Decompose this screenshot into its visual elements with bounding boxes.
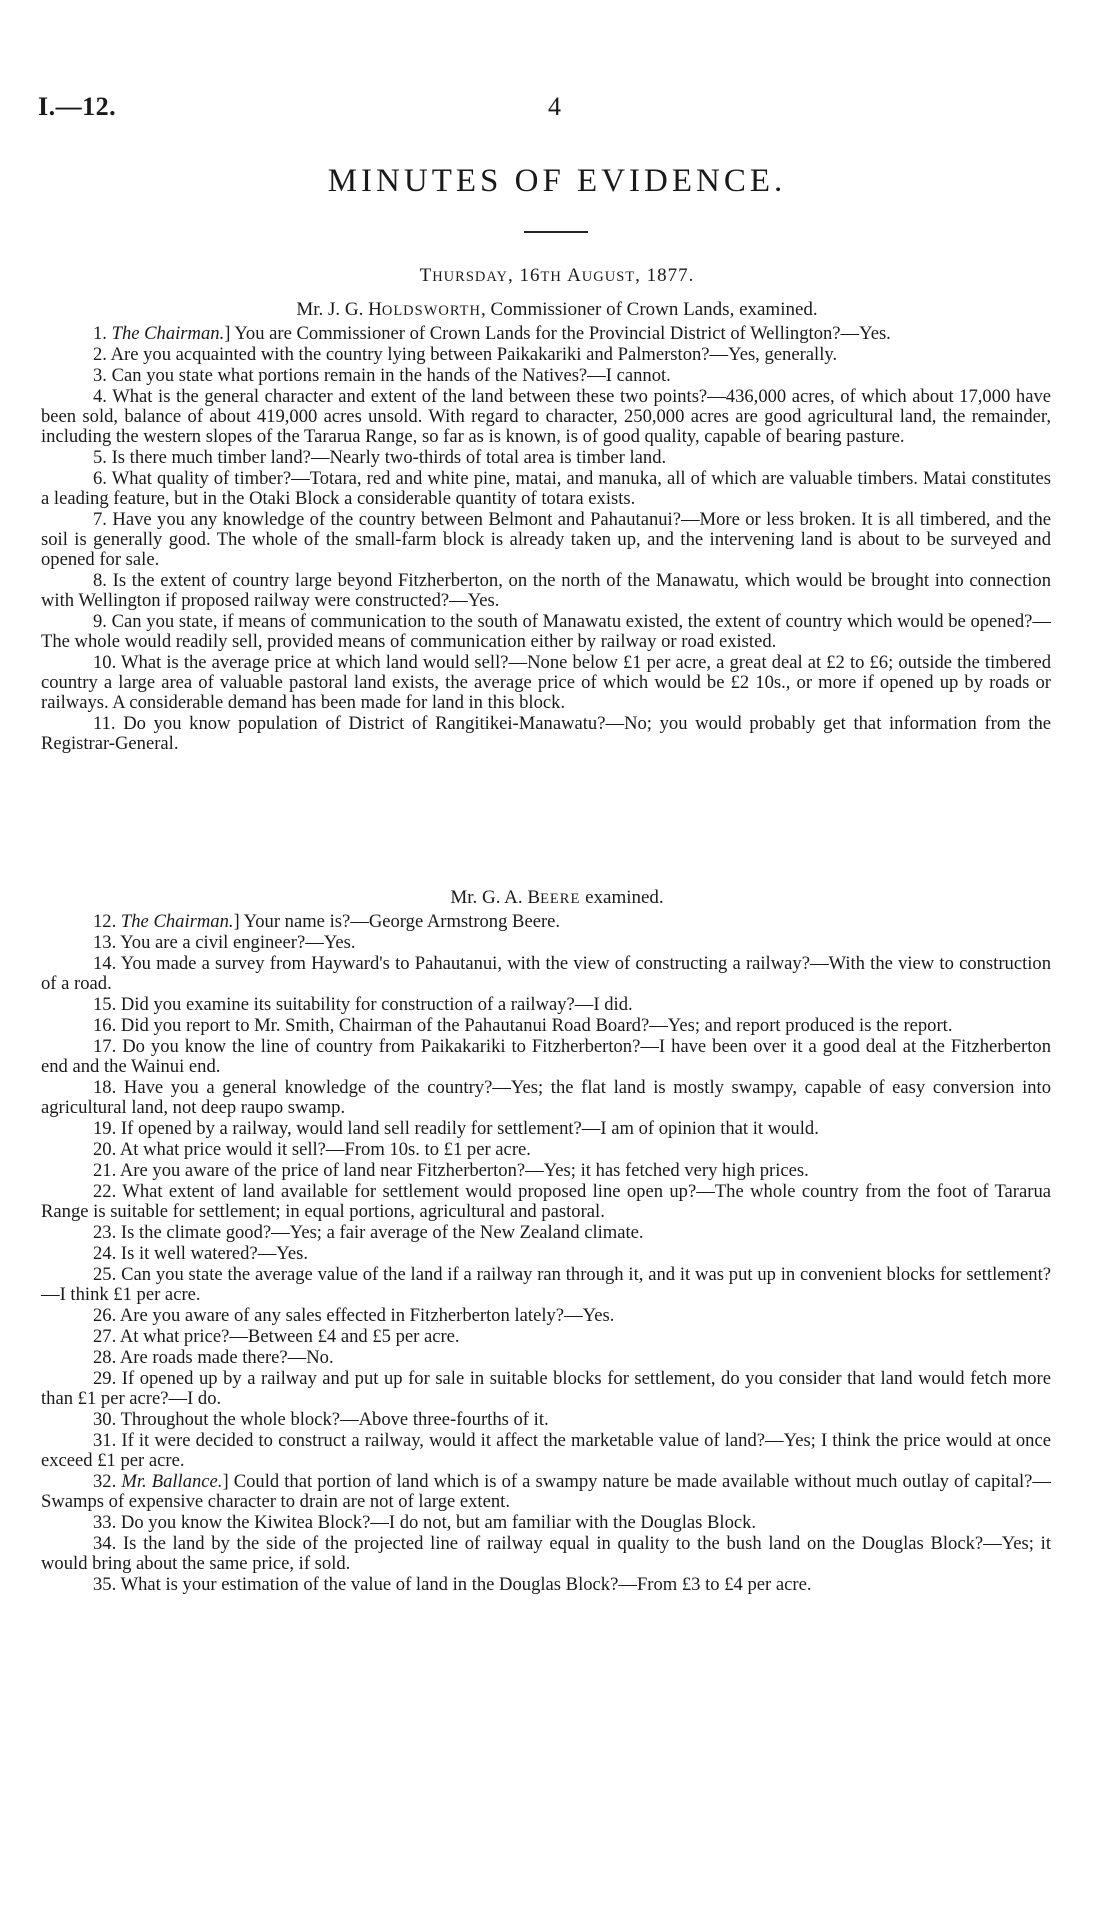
- question-number: 27.: [93, 1326, 117, 1347]
- question-paragraph: [41, 653, 1051, 713]
- evidence-section-beere: [41, 912, 1051, 1596]
- question-text: You made a survey from Hayward's to Pahautanui, with the view of constructing a railway?—With the view to construction of a road.: [41, 953, 1051, 994]
- question-number: 5.: [93, 447, 107, 468]
- question-paragraph: [41, 1244, 1051, 1264]
- question-text: Is it well watered?—Yes.: [120, 1243, 309, 1264]
- question-number: 30.: [93, 1409, 117, 1430]
- question-paragraph: [41, 714, 1051, 754]
- question-number: 24.: [93, 1243, 117, 1264]
- question-text: Have you a general knowledge of the country?—Yes; the flat land is mostly swampy, capable of easy conversion into agricultural land, not deep raupo swamp.: [41, 1077, 1051, 1118]
- question-text: If opened by a railway, would land sell readily for settlement?—I am of opinion that it would.: [120, 1118, 819, 1139]
- question-paragraph: [41, 510, 1051, 570]
- question-paragraph: [41, 1369, 1051, 1409]
- paper-reference: I.—12.: [38, 92, 117, 121]
- question-paragraph: [41, 1410, 1051, 1430]
- question-number: 3.: [93, 365, 107, 386]
- question-text: If it were decided to construct a railway, would it affect the marketable value of land?—Yes; I think the price would at once exceed £1 per acre.: [41, 1430, 1051, 1471]
- question-text: Are roads made there?—No.: [119, 1347, 334, 1368]
- question-text: Can you state what portions remain in the hands of the Natives?—I cannot.: [111, 365, 671, 386]
- question-paragraph: [41, 1016, 1051, 1036]
- question-number: 4.: [93, 386, 107, 407]
- question-number: 10.: [93, 652, 117, 673]
- question-paragraph: [41, 1513, 1051, 1533]
- question-number: 28.: [93, 1347, 117, 1368]
- question-number: 7.: [93, 509, 107, 530]
- question-paragraph: [41, 469, 1051, 509]
- question-paragraph: [41, 1534, 1051, 1574]
- question-paragraph: [41, 1182, 1051, 1222]
- question-text: Do you know the Kiwitea Block?—I do not, but am familiar with the Douglas Block.: [120, 1512, 757, 1533]
- witness-heading-holdsworth: Mr. J. G. HOLDSWORTH, Commissioner of Crown Lands, examined.: [296, 299, 818, 320]
- question-number: 13.: [93, 932, 117, 953]
- question-number: 15.: [93, 994, 117, 1015]
- question-paragraph: [41, 1431, 1051, 1471]
- question-text: At what price?—Between £4 and £5 per acre.: [119, 1326, 460, 1347]
- question-text: What is your estimation of the value of land in the Douglas Block?—From £3 to £4 per acre.: [120, 1574, 812, 1595]
- question-paragraph: [41, 912, 1051, 932]
- question-number: 22.: [93, 1181, 117, 1202]
- question-text: Is the land by the side of the projected line of railway equal in quality to the bush land on the Douglas Block?—Yes; it would bring about the same price, if sold.: [41, 1533, 1051, 1574]
- question-text: What is the general character and extent of the land between these two points?—436,000 acres, of which about 17,000 have been sold, balance of about 419,000 acres unsold. With regard to character, 250,000 acres are good agricultural land, the remainder, including the western slopes of the Tararua Range, so far as is known, is of good quality, capable of bearing pasture.: [41, 386, 1051, 447]
- question-text: Are you acquainted with the country lying between Paikakariki and Palmerston?—Yes, generally.: [110, 344, 838, 365]
- title-rule: [524, 231, 588, 233]
- question-text: Can you state, if means of communication to the south of Manawatu existed, the extent of country which would be opened?—The whole would readily sell, provided means of communication either by railway or road existed.: [41, 611, 1051, 652]
- question-paragraph: [41, 995, 1051, 1015]
- question-paragraph: [41, 1140, 1051, 1160]
- question-number: 14.: [93, 953, 117, 974]
- question-paragraph: [41, 366, 1051, 386]
- question-text: Can you state the average value of the land if a railway ran through it, and it was put up in convenient blocks for settlement?—I think £1 per acre.: [41, 1264, 1051, 1305]
- question-number: 17.: [93, 1036, 117, 1057]
- witness-heading-beere: Mr. G. A. BEERE examined.: [450, 887, 664, 908]
- question-paragraph: [41, 1223, 1051, 1243]
- question-text: Is the extent of country large beyond Fitzherberton, on the north of the Manawatu, which would be brought into connection with Wellington if proposed railway were constructed?—Yes.: [41, 570, 1051, 611]
- question-number: 20.: [93, 1139, 117, 1160]
- question-text: At what price would it sell?—From 10s. to £1 per acre.: [119, 1139, 531, 1160]
- question-number: 9.: [93, 611, 107, 632]
- sitting-date: THURSDAY, 16TH AUGUST, 1877.: [419, 265, 695, 286]
- question-text: What extent of land available for settlement would proposed line open up?—The whole country from the foot of Tararua Range is suitable for settlement; in equal portions, agricultural and pastoral.: [41, 1181, 1051, 1222]
- question-paragraph: [41, 954, 1051, 994]
- speaker-name: The Chairman.: [111, 323, 225, 344]
- question-text: Are you aware of the price of land near Fitzherberton?—Yes; it has fetched very high prices.: [119, 1160, 809, 1181]
- question-number: 34.: [93, 1533, 117, 1554]
- question-number: 2.: [93, 344, 107, 365]
- question-paragraph: [41, 1575, 1051, 1595]
- question-number: 23.: [93, 1222, 117, 1243]
- question-paragraph: [41, 448, 1051, 468]
- question-text: ] Could that portion of land which is of a swampy nature be made available without much outlay of capital?—Swamps of expensive character to drain are not of large extent.: [41, 1471, 1051, 1512]
- question-paragraph: [41, 1327, 1051, 1347]
- question-paragraph: [41, 324, 1051, 344]
- question-text: Do you know the line of country from Paikakariki to Fitzherberton?—I have been over it a good deal at the Fitzherberton end and the Wainui end.: [41, 1036, 1051, 1077]
- question-number: 11.: [93, 713, 116, 734]
- question-text: What quality of timber?—Totara, red and white pine, matai, and manuka, all of which are valuable timbers. Matai constitutes a leading feature, but in the Otaki Block a considerable quantity of totara exists.: [41, 468, 1052, 509]
- question-text: Is the climate good?—Yes; a fair average of the New Zealand climate.: [120, 1222, 644, 1243]
- question-paragraph: [41, 933, 1051, 953]
- question-number: 35.: [93, 1574, 117, 1595]
- question-text: Do you know population of District of Rangitikei-Manawatu?—No; you would probably get that information from the Registrar-General.: [41, 713, 1051, 754]
- question-text: Did you report to Mr. Smith, Chairman of the Pahautanui Road Board?—Yes; and report produced is the report.: [120, 1015, 953, 1036]
- question-paragraph: [41, 612, 1051, 652]
- question-number: 6.: [93, 468, 107, 489]
- question-number: 18.: [93, 1077, 117, 1098]
- question-text: What is the average price at which land would sell?—None below £1 per acre, a great deal at £2 to £6; outside the timbered country a large area of valuable pastoral land exists, the average price of which would be £2 10s., or more if opened up by roads or railways. A considerable demand has been made for land in this block.: [41, 652, 1051, 713]
- question-number: 1.: [93, 323, 107, 344]
- question-paragraph: [41, 1348, 1051, 1368]
- question-number: 16.: [93, 1015, 117, 1036]
- question-paragraph: [41, 571, 1051, 611]
- question-number: 8.: [93, 570, 107, 591]
- question-paragraph: [41, 1119, 1051, 1139]
- question-text: You are a civil engineer?—Yes.: [120, 932, 356, 953]
- page-title: MINUTES OF EVIDENCE.: [327, 163, 787, 199]
- question-number: 19.: [93, 1118, 117, 1139]
- question-paragraph: [41, 1306, 1051, 1326]
- question-paragraph: [41, 1078, 1051, 1118]
- question-paragraph: [41, 1161, 1051, 1181]
- question-paragraph: [41, 387, 1051, 447]
- question-text: Is there much timber land?—Nearly two-thirds of total area is timber land.: [111, 447, 667, 468]
- question-text: Have you any knowledge of the country between Belmont and Pahautanui?—More or less broken. It is all timbered, and the soil is generally good. The whole of the small-farm block is already taken up, and the intervening land is about to be surveyed and opened for sale.: [41, 509, 1051, 570]
- question-text: If opened up by a railway and put up for sale in suitable blocks for settlement, do you consider that land would fetch more than £1 per acre?—I do.: [41, 1368, 1051, 1409]
- evidence-section-holdsworth: [41, 324, 1051, 755]
- question-paragraph: [41, 345, 1051, 365]
- question-number: 32.: [93, 1471, 117, 1492]
- question-text: Throughout the whole block?—Above three-fourths of it.: [120, 1409, 549, 1430]
- question-number: 29.: [93, 1368, 117, 1389]
- question-text: Did you examine its suitability for construction of a railway?—I did.: [120, 994, 633, 1015]
- question-text: ] Your name is?—George Armstrong Beere.: [233, 911, 561, 932]
- question-number: 21.: [93, 1160, 117, 1181]
- question-paragraph: [41, 1265, 1051, 1305]
- speaker-name: Mr. Ballance.: [121, 1471, 223, 1492]
- speaker-name: The Chairman.: [120, 911, 234, 932]
- page-number: 4: [548, 92, 561, 121]
- question-number: 33.: [93, 1512, 117, 1533]
- question-paragraph: [41, 1037, 1051, 1077]
- question-text: ] You are Commissioner of Crown Lands for the Provincial District of Wellington?—Yes.: [224, 323, 891, 344]
- question-number: 31.: [93, 1430, 117, 1451]
- question-paragraph: [41, 1472, 1051, 1512]
- question-text: Are you aware of any sales effected in Fitzherberton lately?—Yes.: [119, 1305, 615, 1326]
- question-number: 26.: [93, 1305, 117, 1326]
- question-number: 12.: [93, 911, 117, 932]
- question-number: 25.: [93, 1264, 117, 1285]
